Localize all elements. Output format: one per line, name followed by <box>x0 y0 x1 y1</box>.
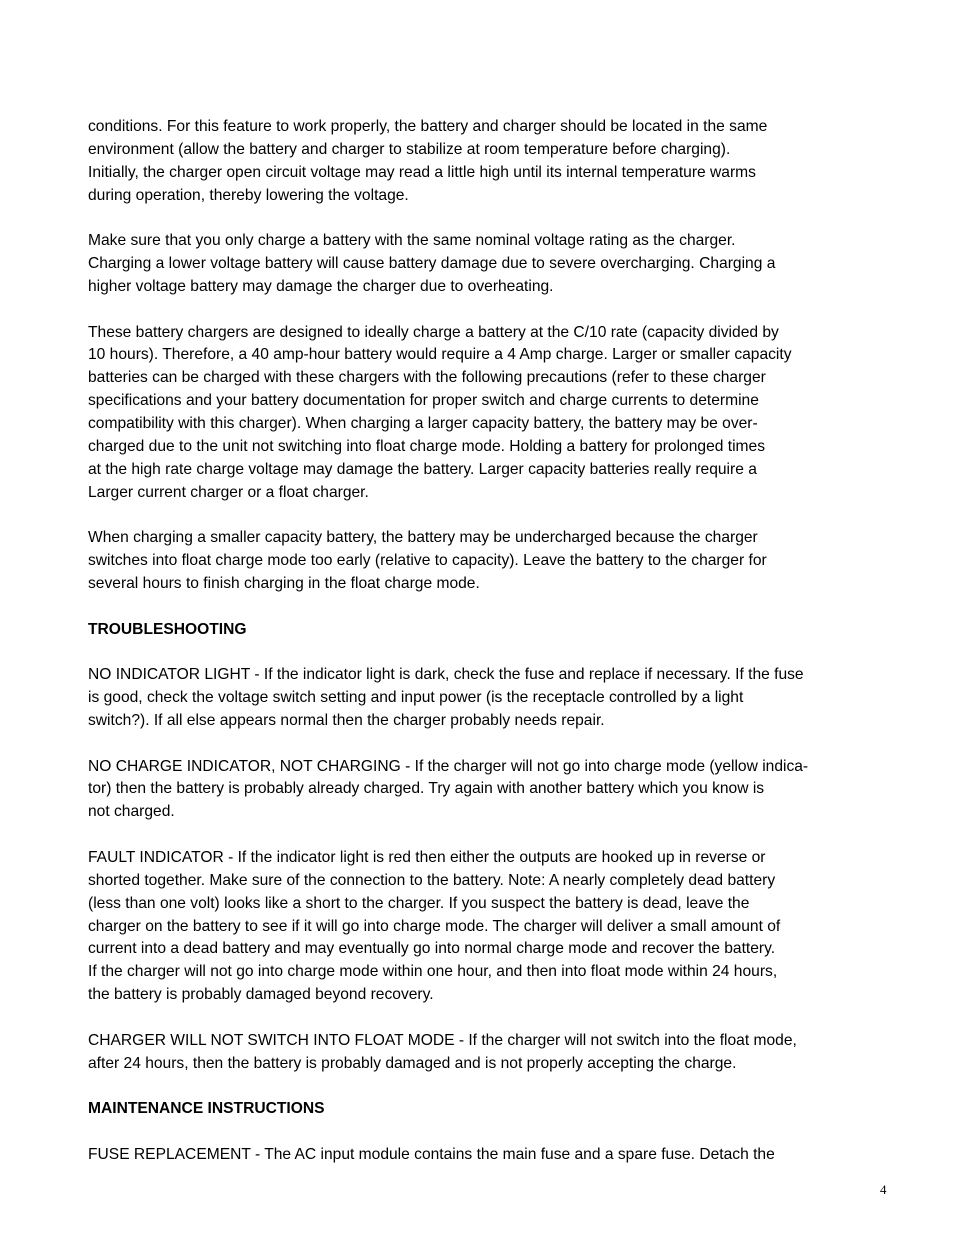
paragraph-gap <box>88 824 878 847</box>
text-line: higher voltage battery may damage the charger due to overheating. <box>88 277 554 295</box>
text-line: Initially, the charger open circuit voltage may read a little high until its internal temperature warms <box>88 163 756 181</box>
text-line: the battery is probably damaged beyond recovery. <box>88 986 434 1004</box>
text-line: shorted together. Make sure of the connection to the battery. Note: A nearly completely dead battery <box>88 871 776 889</box>
text-line: Larger current charger or a float charger. <box>88 483 369 501</box>
text-line: environment (allow the battery and charger to stabilize at room temperature before charging). <box>88 140 731 158</box>
text-line: These battery chargers are designed to ideally charge a battery at the C/10 rate (capacity divided by <box>88 323 779 341</box>
text-line: not charged. <box>88 803 175 821</box>
text-line: switch?). If all else appears normal then the charger probably needs repair. <box>88 711 605 729</box>
paragraph-gap <box>88 299 878 322</box>
text-line: several hours to finish charging in the float charge mode. <box>88 574 480 592</box>
text-line: When charging a smaller capacity battery, the battery may be undercharged because the charger <box>88 529 758 547</box>
text-line: after 24 hours, then the battery is probably damaged and is not properly accepting the charge. <box>88 1054 737 1072</box>
paragraph-gap <box>88 1075 878 1098</box>
paragraph-gap <box>88 641 878 664</box>
text-line: tor) then the battery is probably already charged. Try again with another battery which you know is <box>88 780 765 798</box>
text-line: specifications and your battery documentation for proper switch and charge currents to determine <box>88 392 759 410</box>
page-number: 4 <box>880 1182 887 1197</box>
text-line: FAULT INDICATOR - If the indicator light is red then either the outputs are hooked up in reverse or <box>88 849 766 866</box>
text-line: charger on the battery to see if it will go into charge mode. The charger will deliver a small amount of <box>88 917 781 935</box>
text-line: 10 hours). Therefore, a 40 amp-hour battery would require a 4 Amp charge. Larger or smaller capacity <box>88 346 792 364</box>
paragraph-gap <box>88 1121 878 1144</box>
text-line: compatibility with this charger). When charging a larger capacity battery, the battery may be over- <box>88 414 758 432</box>
section-heading-troubleshooting: TROUBLESHOOTING <box>88 620 247 638</box>
text-line: is good, check the voltage switch setting and input power (is the receptacle controlled by a light <box>88 689 744 707</box>
text-line: during operation, thereby lowering the voltage. <box>88 186 409 204</box>
text-line: current into a dead battery and may eventually go into normal charge mode and recover the battery. <box>88 940 776 958</box>
text-line: switches into float charge mode too early (relative to capacity). Leave the battery to the charger for <box>88 552 767 570</box>
text-line: CHARGER WILL NOT SWITCH INTO FLOAT MODE - If the charger will not switch into the float mode, <box>88 1031 797 1049</box>
text-line: Charging a lower voltage battery will cause battery damage due to severe overcharging. Charging a <box>88 255 776 273</box>
body-text <box>88 116 878 1167</box>
paragraph-gap <box>88 207 878 230</box>
text-line: conditions. For this feature to work properly, the battery and charger should be located in the same <box>88 118 768 135</box>
text-line: Make sure that you only charge a battery with the same nominal voltage rating as the charger. <box>88 232 736 250</box>
text-line: If the charger will not go into charge mode within one hour, and then into float mode within 24 hours, <box>88 963 778 981</box>
text-line: (less than one volt) looks like a short to the charger. If you suspect the battery is dead, leave the <box>88 894 750 912</box>
paragraph-gap <box>88 733 878 756</box>
paragraph-gap <box>88 1007 878 1030</box>
text-line: NO INDICATOR LIGHT - If the indicator light is dark, check the fuse and replace if necessary. If the fuse <box>88 666 804 684</box>
section-heading-maintenance: MAINTENANCE INSTRUCTIONS <box>88 1100 325 1118</box>
text-line: FUSE REPLACEMENT - The AC input module contains the main fuse and a spare fuse. Detach the <box>88 1145 775 1163</box>
text-line: charged due to the unit not switching into float charge mode. Holding a battery for prolonged times <box>88 437 766 455</box>
text-line: at the high rate charge voltage may damage the battery. Larger capacity batteries really require a <box>88 460 757 478</box>
text-line: batteries can be charged with these chargers with the following precautions (refer to these charger <box>88 369 766 387</box>
paragraph-gap <box>88 504 878 527</box>
text-line: NO CHARGE INDICATOR, NOT CHARGING - If the charger will not go into charge mode (yellow indica- <box>88 757 809 775</box>
paragraph-gap <box>88 596 878 619</box>
